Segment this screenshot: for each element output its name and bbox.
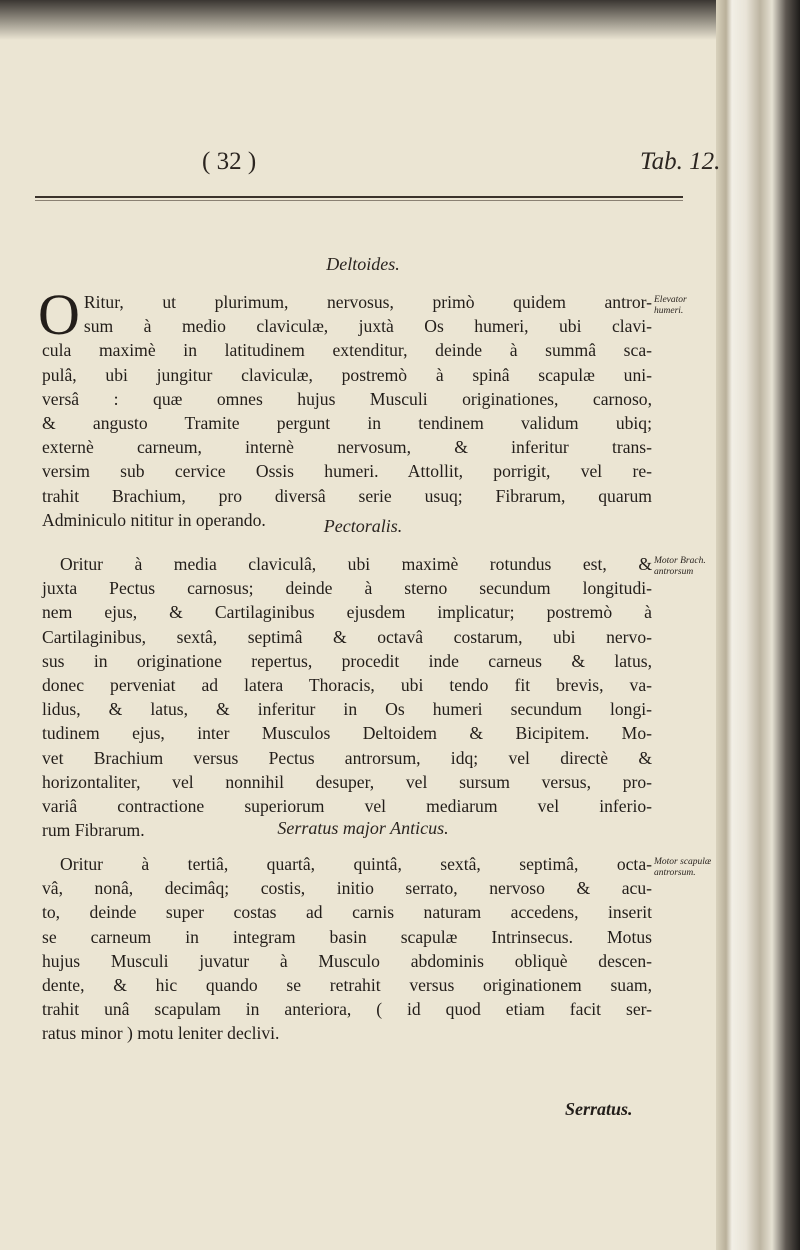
text-line: Oritur à media claviculâ, ubi maximè rotundus est, & (60, 554, 652, 574)
text-line: sum à medio claviculæ, juxtà Os humeri, ubi clavi- (83, 316, 652, 337)
text-line: trahit Brachium, pro diversâ serie usuq; Fibrarum, quarum (42, 485, 652, 506)
text-line: versâ : quæ omnes hujus Musculi originationes, carnoso, (42, 388, 652, 409)
paragraph-deltoides (38, 282, 652, 532)
header-rule (35, 196, 683, 198)
text-line: rum Fibrarum. (42, 820, 145, 841)
text-line: nem ejus, & Cartilaginibus ejusdem implicatur; postremò à (42, 602, 652, 623)
section-heading-serratus: Serratus major Anticus. (277, 818, 449, 838)
header-rule-thin (35, 200, 683, 201)
text-line: tudinem ejus, inter Musculos Deltoidem & Bicipitem. Mo- (42, 723, 652, 744)
text-line: Oritur à tertiâ, quartâ, quintâ, sextâ, septimâ, octa- (60, 854, 652, 874)
text-line: externè carneum, internè nervosum, & inferitur trans- (42, 437, 652, 458)
book-spine-gutter (716, 0, 800, 1250)
text-line: variâ contractione superiorum vel mediarum vel inferio- (42, 796, 652, 817)
text-line: pulâ, ubi jungitur claviculæ, postremò à spinâ scapulæ uni- (42, 364, 652, 385)
text-line: Adminiculo nititur in operando. (42, 509, 266, 530)
text-line: sus in originatione repertus, procedit inde carneus & latus, (42, 650, 652, 671)
margin-note-serratus: Motor scapulæ antrorsum. (654, 857, 712, 878)
text-line: vâ, nonâ, decimâq; costis, initio serrato, nervoso & acu- (42, 878, 652, 899)
text-line: lidus, & latus, & inferitur in Os humeri secundum longi- (42, 699, 652, 720)
section-heading-deltoides: Deltoides. (326, 254, 400, 274)
text-line: & angusto Tramite pergunt in tendinem validum ubiq; (42, 413, 652, 434)
text-line: to, deinde super costas ad carnis naturam accedens, inserit (42, 902, 652, 923)
running-header (0, 148, 726, 188)
text-line: donec perveniat ad latera Thoracis, ubi tendo fit brevis, va- (42, 675, 652, 696)
text-line: ratus minor ) motu leniter declivi. (42, 1023, 280, 1044)
text-line: se carneum in integram basin scapulæ Intrinsecus. Motus (42, 926, 652, 947)
text-line: hujus Musculi juvatur à Musculo abdominis obliquè descen- (42, 950, 652, 971)
page-top-shadow (0, 0, 726, 40)
text-line: Ritur, ut plurimum, nervosus, primò quidem antror- (83, 292, 652, 312)
plate-reference: Tab. 12. (640, 148, 721, 175)
text-line: juxta Pectus carnosus; deinde à sterno secundum longitudi- (42, 578, 652, 599)
paragraph-serratus (42, 852, 652, 1046)
paragraph-pectoralis (42, 552, 652, 842)
margin-note-deltoides: Elevator humeri. (654, 295, 687, 316)
margin-note-pectoralis: Motor Brach. antrorsum (654, 556, 706, 577)
catchword: Serratus. (565, 1099, 633, 1119)
text-line: dente, & hic quando se retrahit versus originationem suam, (42, 975, 652, 996)
page-number: ( 32 ) (202, 148, 257, 175)
text-line: cula maximè in latitudinem extenditur, deinde à summâ sca- (42, 340, 652, 361)
text-line: horizontaliter, vel nonnihil desuper, vel sursum versus, pro- (42, 771, 652, 792)
text-line: vet Brachium versus Pectus antrorsum, idq; vel directè & (42, 747, 652, 768)
drop-cap: O (38, 282, 80, 347)
text-line: Cartilaginibus, sextâ, septimâ & octavâ costarum, ubi nervo- (42, 626, 652, 647)
section-heading-pectoralis: Pectoralis. (323, 516, 403, 536)
text-line: trahit unâ scapulam in anteriora, ( id quod etiam facit ser- (42, 999, 652, 1020)
text-line: versim sub cervice Ossis humeri. Attollit, porrigit, vel re- (42, 461, 652, 482)
